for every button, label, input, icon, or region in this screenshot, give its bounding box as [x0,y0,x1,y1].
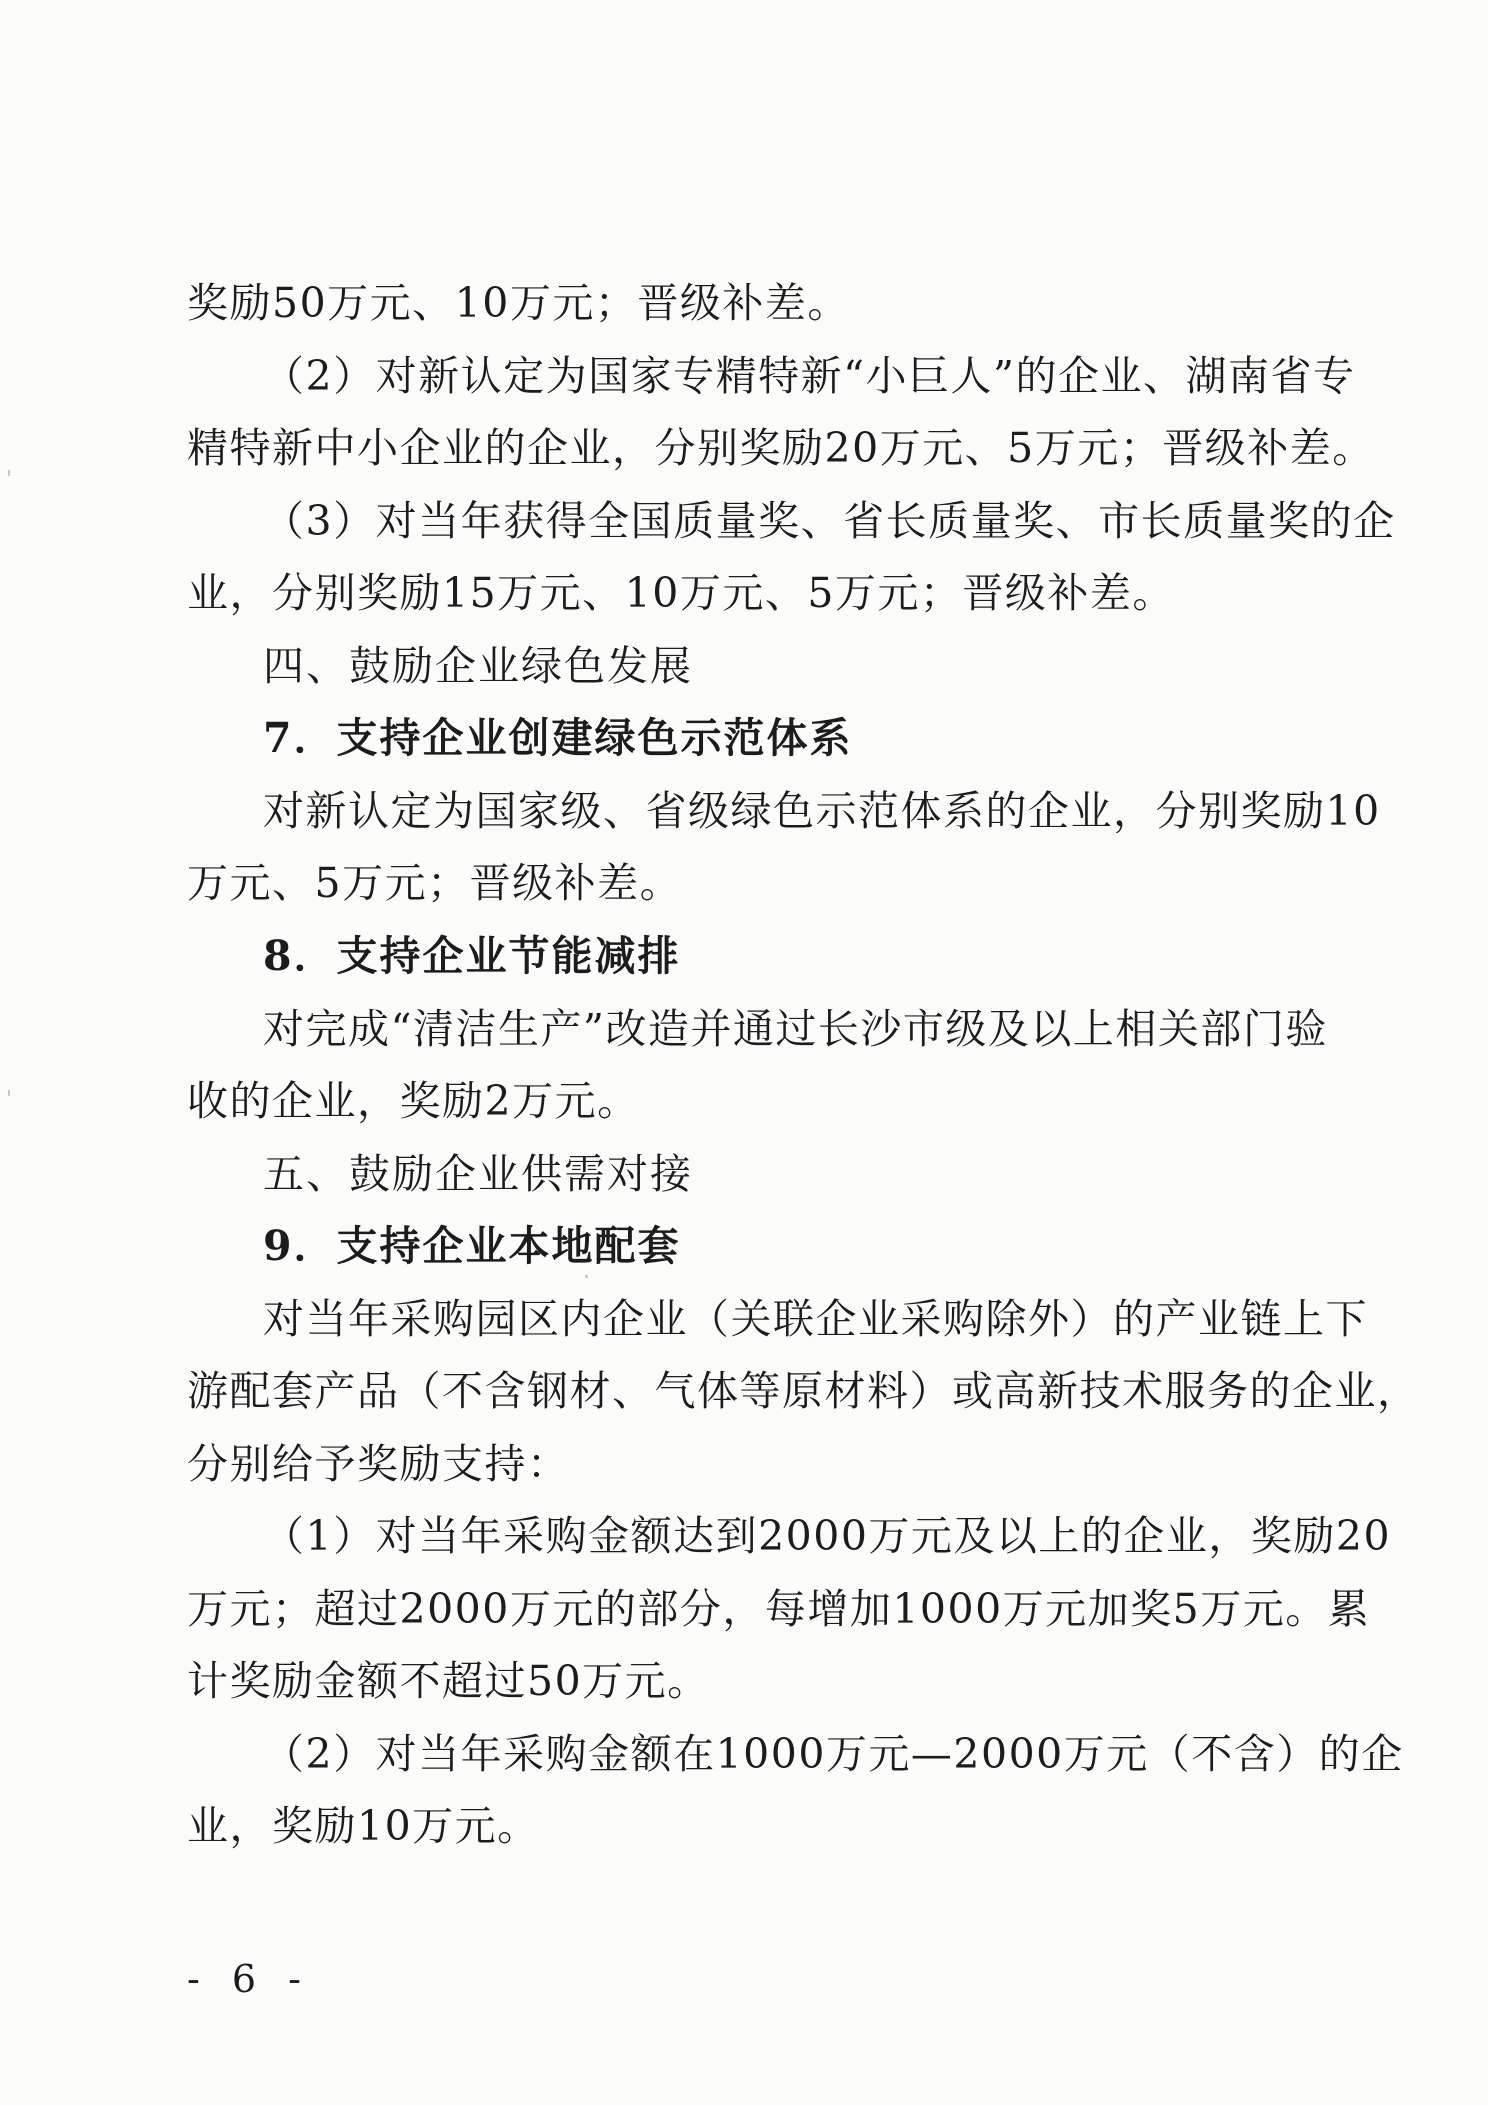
paragraph-line: （2）对当年采购金额在1000万元—2000万元（不含）的企 [263,1730,1404,1778]
paragraph-line: 对新认定为国家级、省级绿色示范体系的企业，分别奖励10 [263,787,1381,835]
paragraph-line: 计奖励金额不超过50万元。 [187,1657,710,1705]
paragraph-line: （2）对新认定为国家专精特新“小巨人”的企业、湖南省专 [263,352,1356,400]
paragraph-line: 收的企业，奖励2万元。 [187,1077,640,1125]
page-number: - 6 - [187,1957,312,2001]
paragraph-line: 奖励50万元、10万元；晋级补差。 [187,279,850,327]
paragraph-line: 分别给予奖励支持： [187,1440,570,1488]
paragraph-line: （3）对当年获得全国质量奖、省长质量奖、市长质量奖的企 [263,497,1396,545]
paragraph-line: 业，分别奖励15万元、10万元、5万元；晋级补差。 [187,569,1175,617]
paragraph-line: 精特新中小企业的企业，分别奖励20万元、5万元；晋级补差。 [187,424,1375,472]
paragraph-line: 业，奖励10万元。 [187,1802,540,1850]
paragraph-line: 游配套产品（不含钢材、气体等原材料）或高新技术服务的企业， [187,1367,1420,1415]
scan-mark [585,1275,588,1278]
subsection-heading: 9．支持企业本地配套 [263,1222,681,1270]
section-heading: 五、鼓励企业供需对接 [263,1150,693,1198]
paragraph-line: 对当年采购园区内企业（关联企业采购除外）的产业链上下 [263,1295,1368,1343]
subsection-heading: 7．支持企业创建绿色示范体系 [263,714,853,762]
section-heading: 四、鼓励企业绿色发展 [263,642,693,690]
paragraph-line: （1）对当年采购金额达到2000万元及以上的企业，奖励20 [263,1512,1392,1560]
subsection-heading: 8．支持企业节能减排 [263,932,681,980]
scan-mark [8,470,10,476]
paragraph-line: 万元、5万元；晋级补差。 [187,859,683,907]
scan-mark [8,1090,10,1096]
paragraph-line: 万元；超过2000万元的部分，每增加1000万元加奖5万元。累 [187,1585,1371,1633]
paragraph-line: 对完成“清洁生产”改造并通过长沙市级及以上相关部门验 [263,1005,1328,1053]
